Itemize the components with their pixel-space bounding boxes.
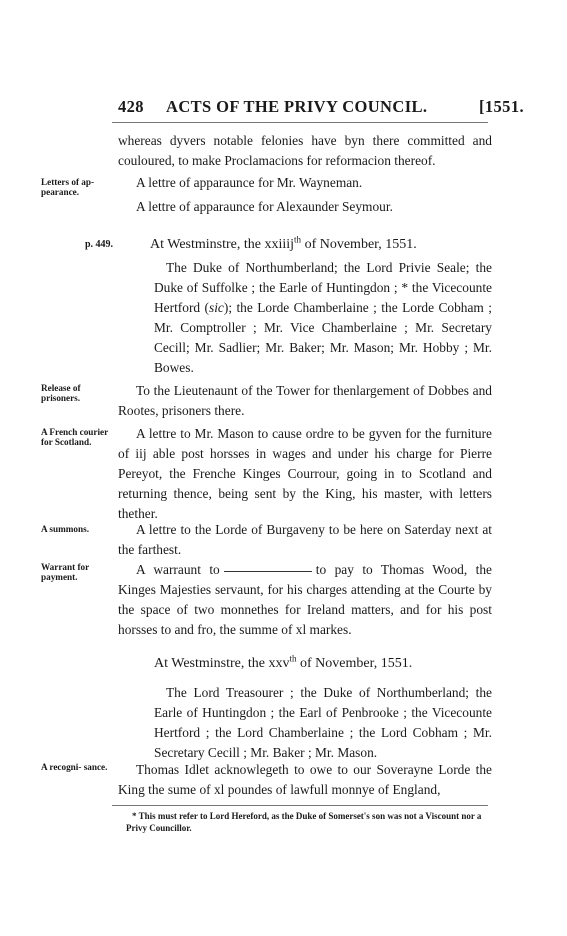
meeting-heading-24 [150, 235, 417, 255]
header-rule [112, 122, 488, 123]
margin-note-summons: A summons. [41, 524, 89, 534]
warrant-part-a: A warraunt to [136, 562, 220, 577]
margin-note-recognisance: A recogni- sance. [41, 762, 108, 772]
attendees-24-sic: sic [208, 300, 224, 315]
paragraph-proclamations: whereas dyvers notable felonies have byn there committed and couloured, to make Proclamacions for reformacion thereof. [118, 133, 492, 168]
paragraph-letter-mason: A lettre to Mr. Mason to cause ordre to be gyven for the furniture of iij able post horsses in wages and under his charge for Pierre Pereyot, the Frenche Kinges Courrour, going in to Scotland and returning thence, being sent by the King, his master, with letters thether. [118, 426, 492, 521]
meeting-heading-25-tail: of November, 1551. [296, 656, 413, 671]
footnote: * This must refer to Lord Hereford, as the Duke of Somerset's son was not a Viscount nor a Privy Councillor. [126, 811, 482, 833]
attendees-list-24 [154, 258, 492, 378]
margin-page-reference: p. 449. [85, 239, 114, 250]
meeting-heading-24-tail: of November, 1551. [301, 237, 417, 252]
warrant-blank-line [224, 570, 312, 572]
page-number: 428 [118, 97, 144, 116]
paragraph-lieutenant-tower: To the Lieutenaunt of the Tower for thenlargement of Dobbes and Rootes, prisoners there. [118, 383, 492, 418]
footnote-rule [112, 805, 488, 806]
meeting-heading-25-sup: th [289, 653, 297, 664]
margin-note-letters-of-appearance: Letters of ap- pearance. [41, 177, 95, 197]
meeting-heading-25-text: At Westminstre, the xxv [154, 656, 290, 671]
paragraph-letter-seymour: A lettre of apparaunce for Alexaunder Seymour. [136, 199, 393, 214]
attendees-24-part-a: The Duke of Northumberland; the Lord Privie Seale; the Duke of Suffolke ; the Earle of Huntingdon ; * the Vicecounte Hertford ( [154, 260, 492, 315]
paragraph-idlet: Thomas Idlet acknowlegeth to owe to our Soverayne Lorde the King the sume of xl poundes of lawfull monnye of England, [118, 762, 492, 797]
running-header [108, 97, 524, 119]
paragraph-warrant [118, 560, 492, 640]
paragraph-letter-wayneman: A lettre of apparaunce for Mr. Wayneman. [136, 175, 363, 190]
paragraph-burgaveny: A lettre to the Lorde of Burgaveny to be here on Saterday next at the farthest. [118, 522, 492, 557]
header-year: [1551. [478, 97, 524, 116]
margin-note-warrant: Warrant for payment. [41, 562, 90, 582]
running-title: ACTS OF THE PRIVY COUNCIL. [166, 97, 428, 116]
warrant-part-b: to pay to Thomas Wood, the Kinges Majesties servaunt, for his charges attending at the Courte by the space of two monnethes for Ireland matters, and for his post horsses to and fro, the summe of xl markes. [118, 562, 492, 637]
attendees-24-part-b: ); the Lorde Chamberlaine ; the Lorde Cobham ; Mr. Comptroller ; Mr. Vice Chamberlaine ; Mr. Secretary Cecill; Mr. Sadlier; Mr. Baker; Mr. Mason; Mr. Hobby ; Mr. Bowes. [154, 300, 492, 375]
meeting-heading-25 [154, 654, 412, 674]
margin-note-french-courier: A French courier for Scotland. [41, 427, 109, 447]
attendees-list-25: The Lord Treasourer ; the Duke of Northumberland; the Earle of Huntingdon ; the Earl of Penbrooke ; the Vicecounte Hertford ; the Lord Chamberlaine ; the Lord Cobham ; Mr. Secretary Cecill ; Mr. Baker ; Mr. Mason. [154, 685, 492, 760]
meeting-heading-24-sup: th [294, 234, 302, 245]
margin-note-release: Release of prisoners. [41, 383, 81, 403]
meeting-heading-24-text: At Westminstre, the xxiiij [150, 237, 295, 252]
